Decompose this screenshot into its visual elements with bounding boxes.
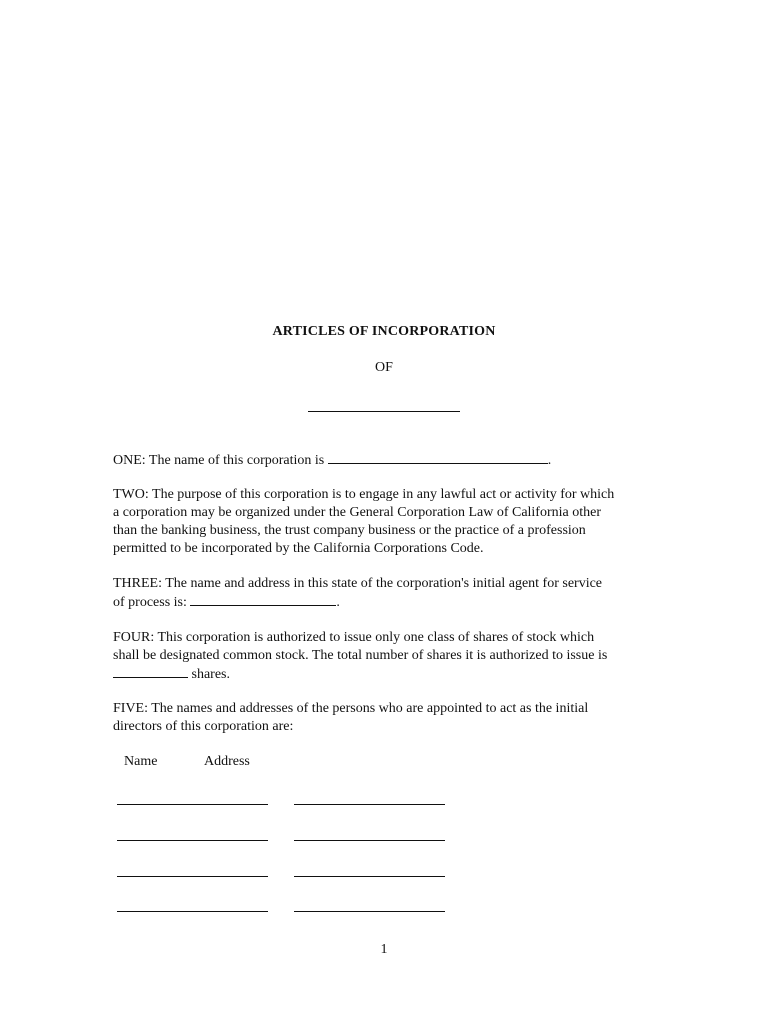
article-one-period: . xyxy=(547,453,552,468)
article-five-line: FIVE: The names and addresses of the persons who are appointed to act as the initial xyxy=(113,701,589,716)
director-name-blank[interactable] xyxy=(117,911,268,912)
director-name-blank[interactable] xyxy=(117,876,268,877)
director-name-blank[interactable] xyxy=(117,804,268,805)
directors-address-header: Address xyxy=(204,754,250,769)
article-four-line: shall be designated common stock. The total number of shares it is authorized to issue is xyxy=(113,648,608,663)
director-address-blank[interactable] xyxy=(294,804,445,805)
article-two-line: permitted to be incorporated by the California Corporations Code. xyxy=(113,541,484,556)
agent-name-blank[interactable] xyxy=(190,593,336,606)
article-three-line: THREE: The name and address in this state of the corporation's initial agent for service xyxy=(113,576,603,591)
article-four-shares-label: shares. xyxy=(188,667,230,682)
article-two-line: TWO: The purpose of this corporation is to engage in any lawful act or activity for which xyxy=(113,487,615,502)
article-three-suffix: . xyxy=(336,595,340,610)
article-two-line: than the banking business, the trust company business or the practice of a profession xyxy=(113,523,586,538)
article-five-line: directors of this corporation are: xyxy=(113,719,294,734)
director-address-blank[interactable] xyxy=(294,911,445,912)
article-three xyxy=(113,575,673,611)
shares-count-blank[interactable] xyxy=(113,665,188,678)
article-one-name-blank[interactable] xyxy=(328,451,548,464)
director-name-blank[interactable] xyxy=(117,840,268,841)
article-four-line: FOUR: This corporation is authorized to issue only one class of shares of stock which xyxy=(113,630,595,645)
directors-name-header: Name xyxy=(124,754,158,769)
article-five xyxy=(113,700,673,736)
page-number: 1 xyxy=(380,942,388,957)
article-three-prefix: of process is: xyxy=(113,595,191,610)
article-two-line: a corporation may be organized under the General Corporation Law of California other xyxy=(113,505,602,520)
director-address-blank[interactable] xyxy=(294,840,445,841)
article-one xyxy=(113,451,673,469)
document-title: ARTICLES OF INCORPORATION xyxy=(272,324,496,339)
corporation-name-blank[interactable] xyxy=(308,411,460,412)
article-one-text: ONE: The name of this corporation is xyxy=(113,453,328,468)
article-four xyxy=(113,629,673,683)
of-label: OF xyxy=(375,360,393,375)
article-two xyxy=(113,486,673,558)
director-address-blank[interactable] xyxy=(294,876,445,877)
